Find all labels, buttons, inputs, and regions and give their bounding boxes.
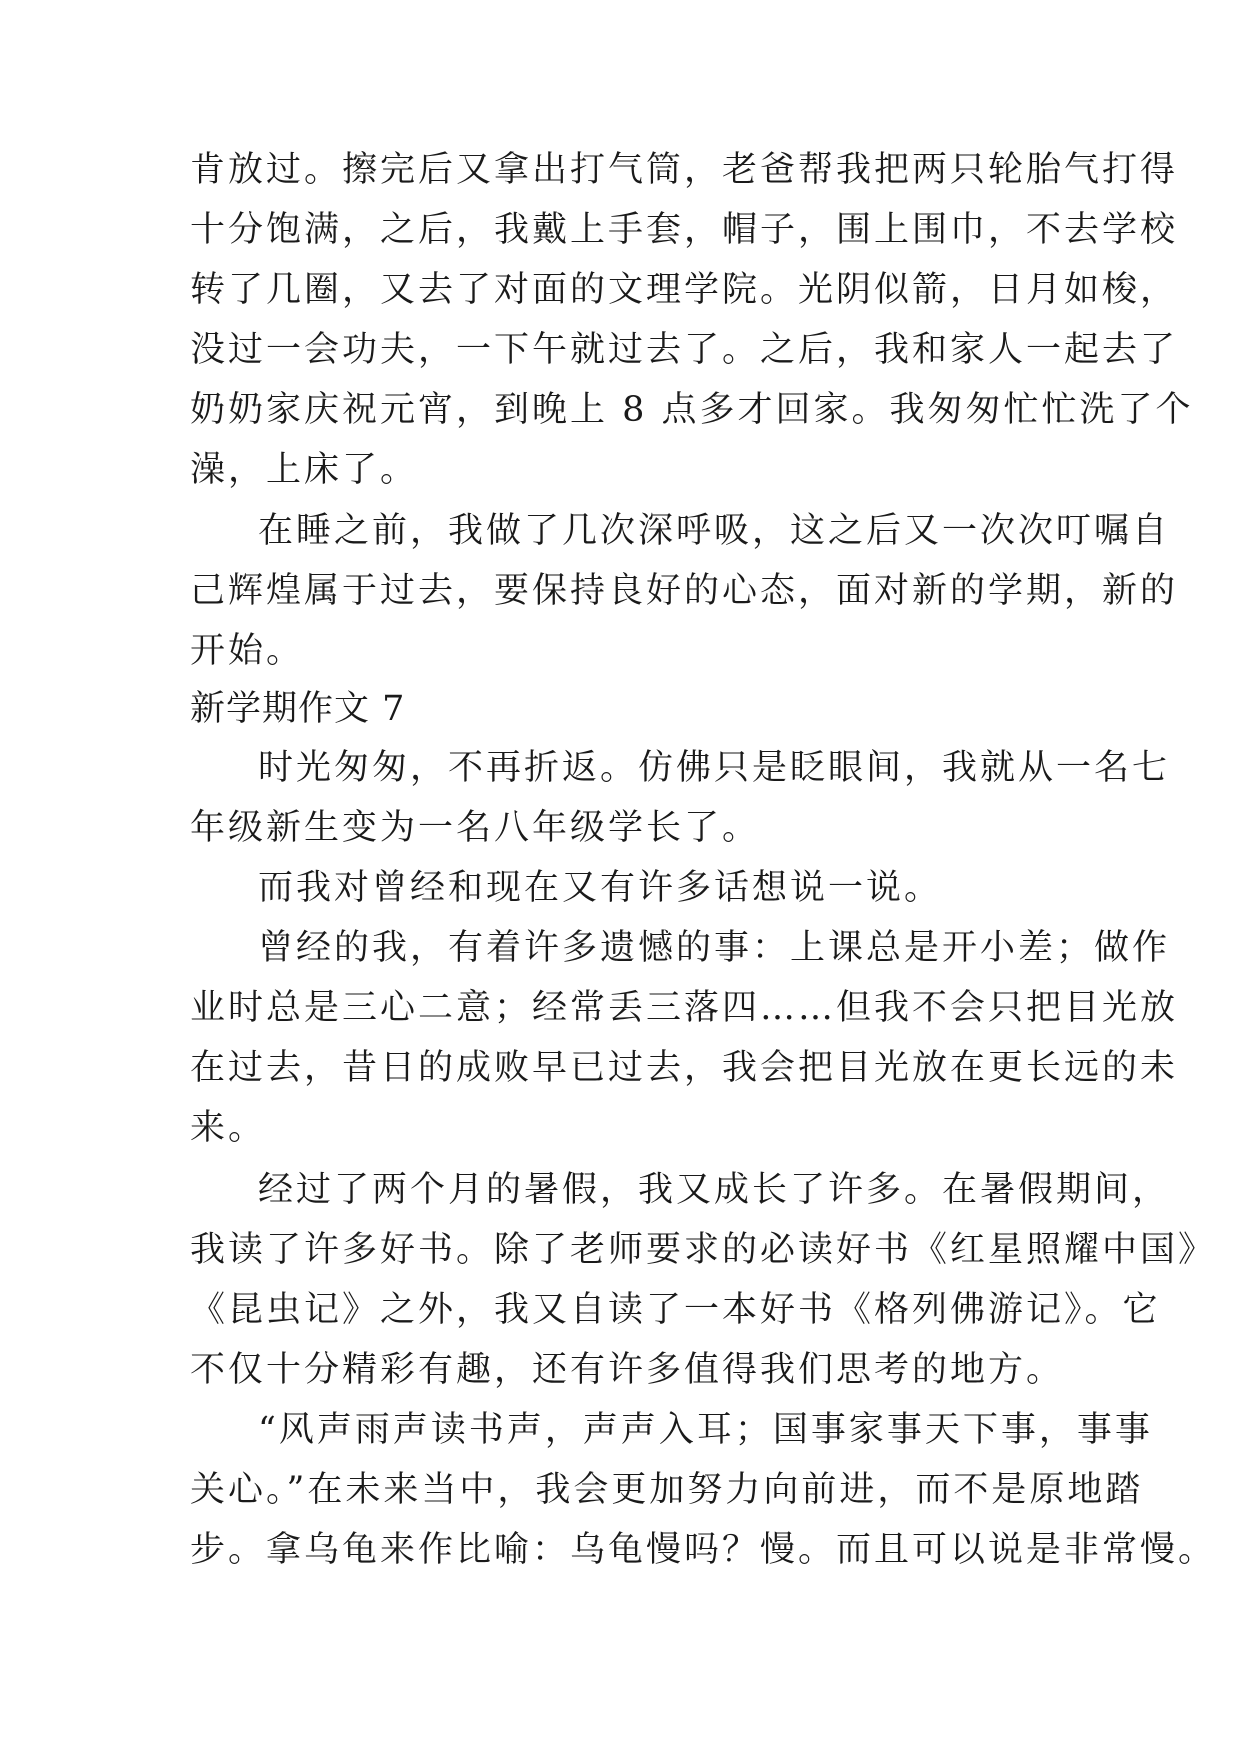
text-line: 在过去，昔日的成败早已过去，我会把目光放在更长远的未 (190, 1048, 1179, 1088)
text-line: 《昆虫记》之外，我又自读了一本好书《格列佛游记》。它 (190, 1290, 1161, 1330)
paragraph-start-line: “风声雨声读书声，声声入耳；国事家事天下事，事事 (258, 1410, 1153, 1450)
section-heading: 新学期作文 7 (190, 689, 406, 729)
text-line: 没过一会功夫，一下午就过去了。之后，我和家人一起去了 (190, 330, 1179, 370)
text-line: 步。拿乌龟来作比喻：乌龟慢吗？慢。而且可以说是非常慢。 (190, 1530, 1217, 1570)
text-line: 我读了许多好书。除了老师要求的必读好书《红星照耀中国》 (190, 1230, 1217, 1270)
text-line: 转了几圈，又去了对面的文理学院。光阴似箭，日月如梭， (190, 270, 1179, 310)
text-line: 奶奶家庆祝元宵，到晚上 8 点多才回家。我匆匆忙忙洗了个 (190, 390, 1194, 430)
text-line: 己辉煌属于过去，要保持良好的心态，面对新的学期，新的 (190, 571, 1179, 611)
text-line: 肯放过。擦完后又拿出打气筒，老爸帮我把两只轮胎气打得 (190, 150, 1179, 190)
text-line: 十分饱满，之后，我戴上手套，帽子，围上围巾，不去学校 (190, 210, 1179, 250)
paragraph-start-line: 在睡之前，我做了几次深呼吸，这之后又一次次叮嘱自 (258, 511, 1171, 551)
text-line: 业时总是三心二意；经常丢三落四……但我不会只把目光放 (190, 988, 1179, 1028)
text-line: 开始。 (190, 631, 305, 671)
text-line: 来。 (190, 1108, 267, 1148)
text-line: 关心。”在未来当中，我会更加努力向前进，而不是原地踏 (190, 1470, 1144, 1510)
text-line: 不仅十分精彩有趣，还有许多值得我们思考的地方。 (190, 1350, 1065, 1390)
text-line: 年级新生变为一名八年级学长了。 (190, 808, 761, 848)
paragraph-start-line: 时光匆匆，不再折返。仿佛只是眨眼间，我就从一名七 (258, 748, 1171, 788)
paragraph-start-line: 经过了两个月的暑假，我又成长了许多。在暑假期间， (258, 1170, 1171, 1210)
paragraph-start-line: 曾经的我，有着许多遗憾的事：上课总是开小差；做作 (258, 928, 1171, 968)
text-line: 澡，上床了。 (190, 450, 419, 490)
paragraph-start-line: 而我对曾经和现在又有许多话想说一说。 (258, 868, 943, 908)
